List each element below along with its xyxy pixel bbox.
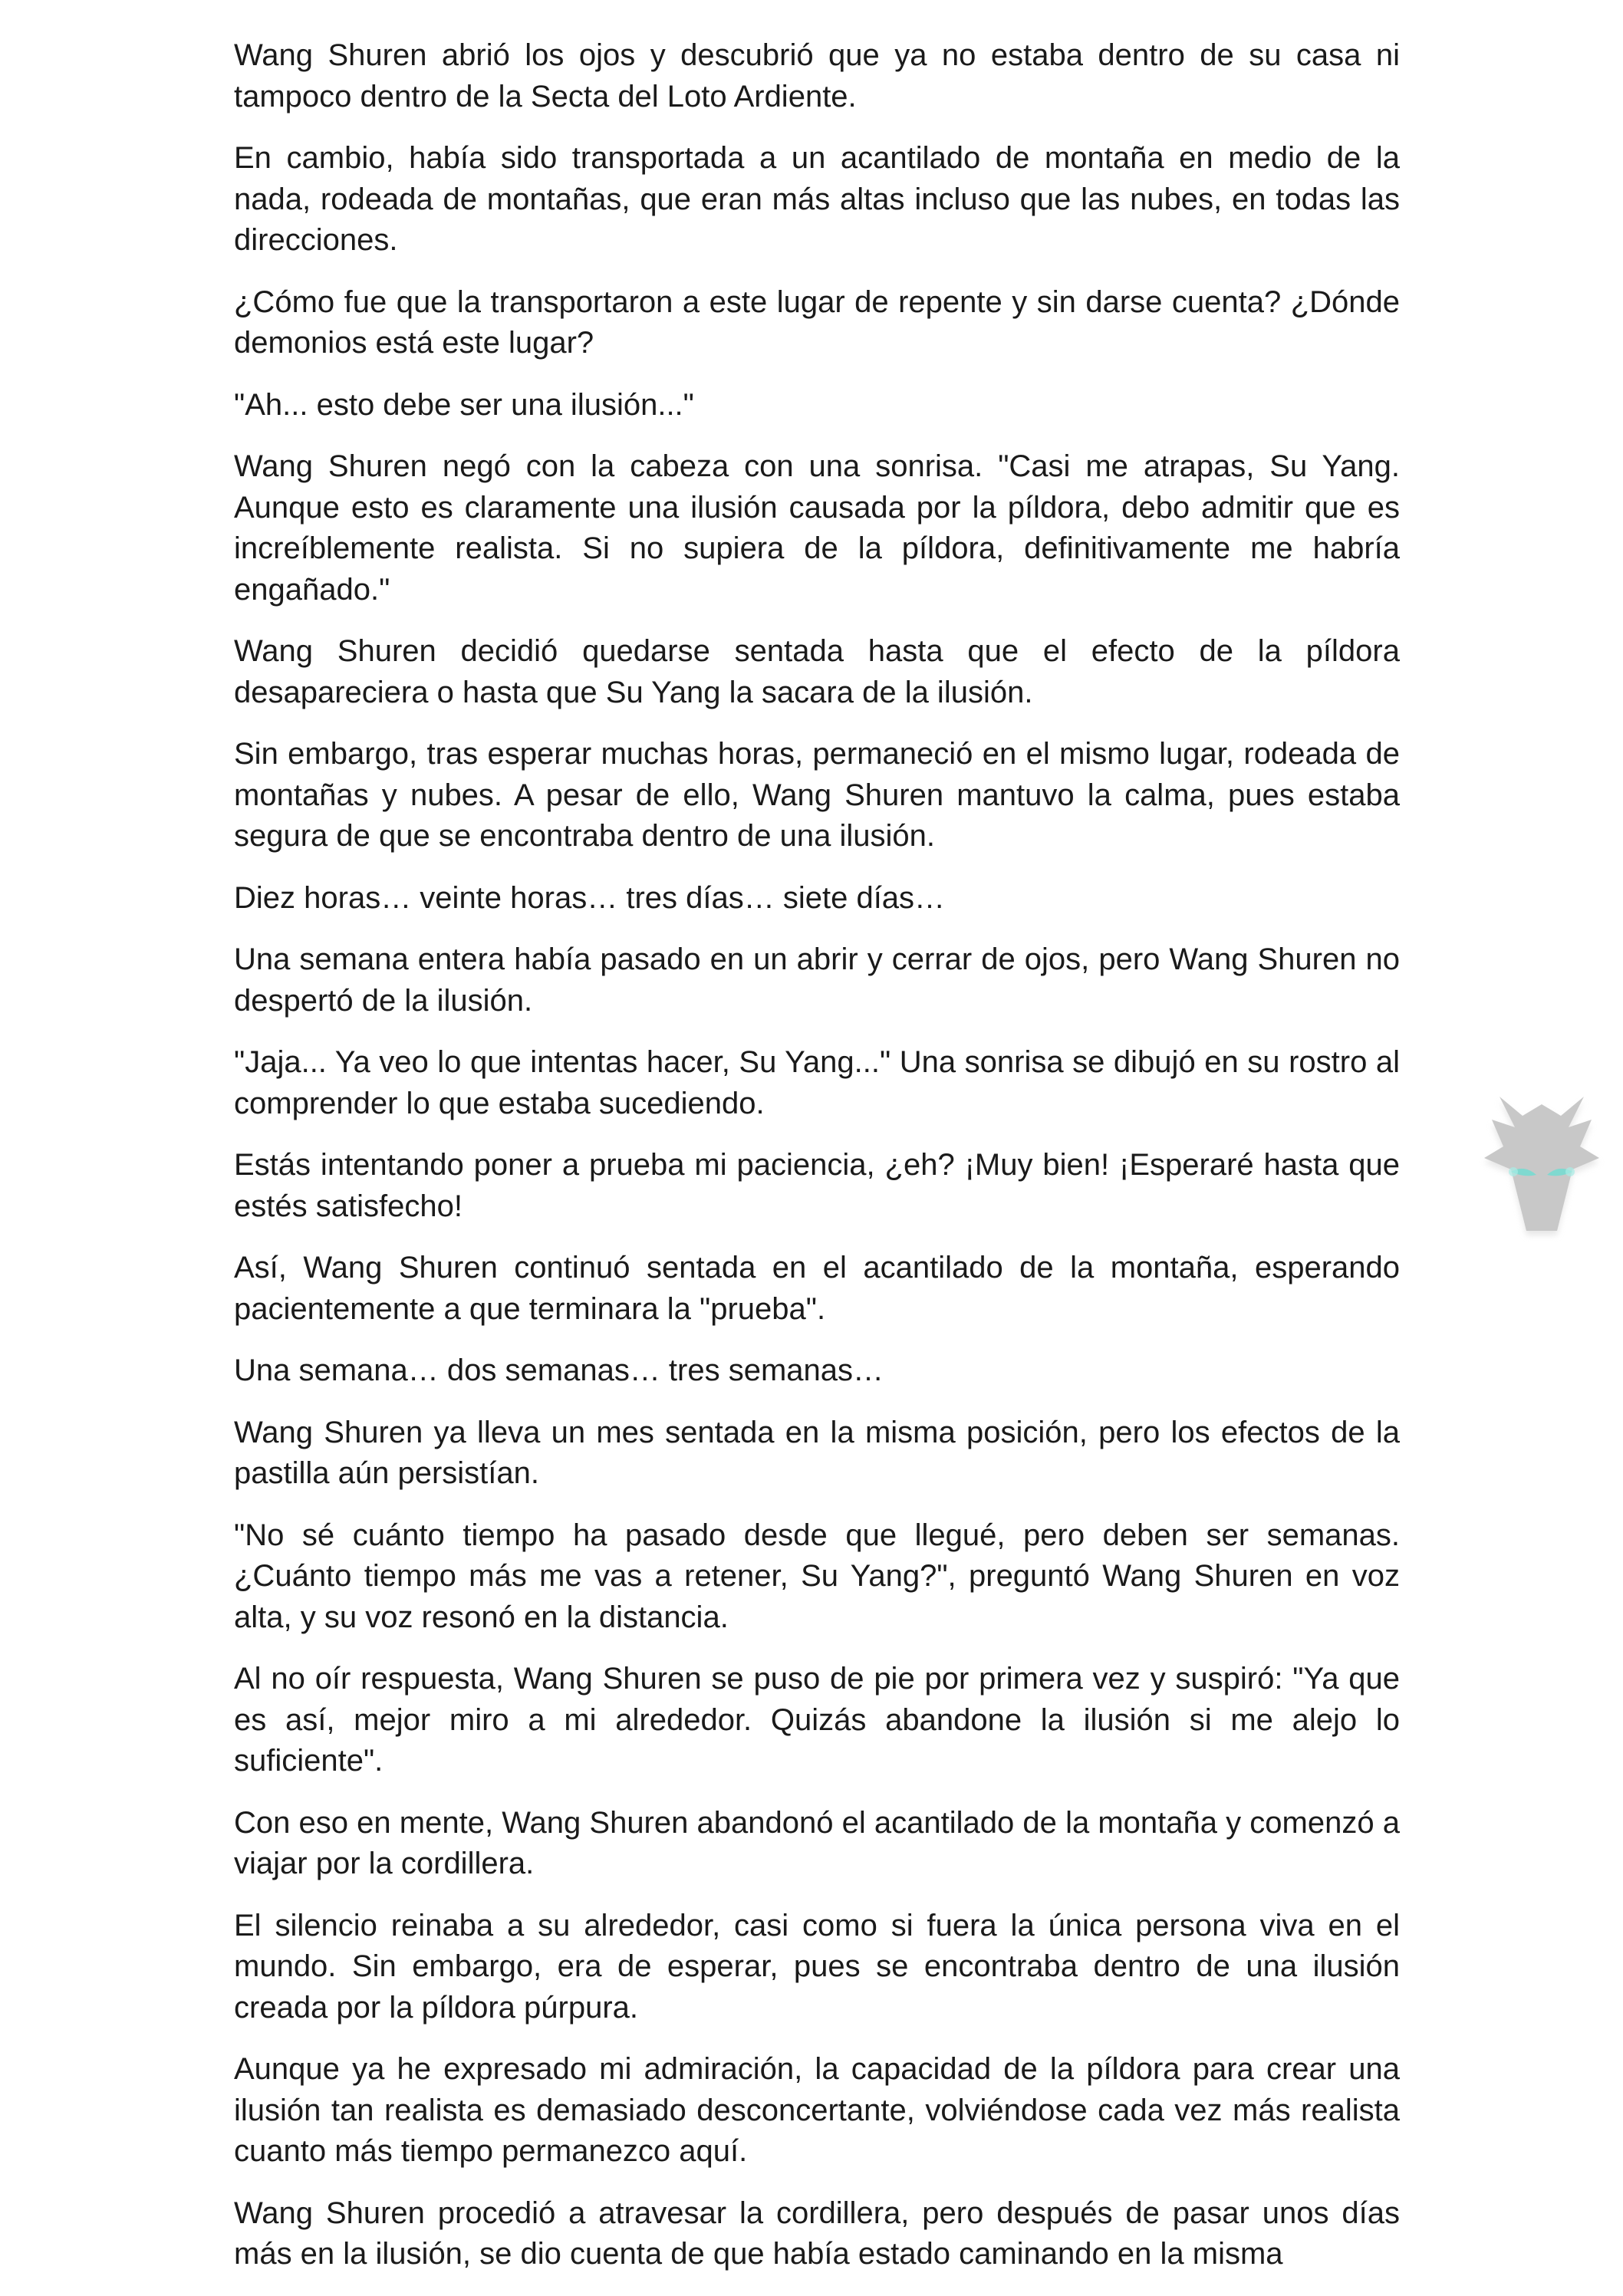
paragraph: En cambio, había sido transportada a un acantilado de montaña en medio de la nada, rodeada de montañas, que eran más altas incluso que las nubes, en todas las direcciones. bbox=[234, 141, 1400, 257]
paragraph: Estás intentando poner a prueba mi paciencia, ¿eh? ¡Muy bien! ¡Esperaré hasta que estés satisfecho! bbox=[234, 1148, 1400, 1223]
paragraph: Diez horas… veinte horas… tres días… siete días… bbox=[234, 880, 946, 915]
paragraph: "Ah... esto debe ser una ilusión..." bbox=[234, 387, 694, 422]
paragraph: Wang Shuren ya lleva un mes sentada en la misma posición, pero los efectos de la pastilla aún persistían. bbox=[234, 1415, 1400, 1490]
paragraph: Con eso en mente, Wang Shuren abandonó el acantilado de la montaña y comenzó a viajar por la cordillera. bbox=[234, 1805, 1400, 1880]
paragraph: El silencio reinaba a su alrededor, casi como si fuera la única persona viva en el mundo. Sin embargo, era de esperar, pues se encontraba dentro de una ilusión creada por la píldora púrpura. bbox=[234, 1908, 1400, 2025]
paragraph: ¿Cómo fue que la transportaron a este lugar de repente y sin darse cuenta? ¿Dónde demonios está este lugar? bbox=[234, 285, 1400, 360]
paragraph: Aunque ya he expresado mi admiración, la capacidad de la píldora para crear una ilusión tan realista es demasiado desconcertante, volviéndose cada vez más realista cuanto más tiempo permanezco aquí. bbox=[234, 2052, 1400, 2168]
paragraph: Wang Shuren decidió quedarse sentada hasta que el efecto de la píldora desapareciera o hasta que Su Yang la sacara de la ilusión. bbox=[234, 634, 1400, 709]
paragraph: Una semana… dos semanas… tres semanas… bbox=[234, 1354, 884, 1387]
paragraph: Así, Wang Shuren continuó sentada en el acantilado de la montaña, esperando pacientemente a que terminara la "prueba". bbox=[234, 1251, 1400, 1326]
paragraph: Una semana entera había pasado en un abrir y cerrar de ojos, pero Wang Shuren no despertó de la ilusión. bbox=[234, 942, 1400, 1018]
paragraph: "Jaja... Ya veo lo que intentas hacer, Su Yang..." Una sonrisa se dibujó en su rostro al comprender lo que estaba sucediendo. bbox=[234, 1045, 1400, 1120]
paragraph: "No sé cuánto tiempo ha pasado desde que llegué, pero deben ser semanas. ¿Cuánto tiempo más me vas a retener, Su Yang?", preguntó Wang Shuren en voz alta, y su voz resonó en la distancia. bbox=[234, 1518, 1400, 1634]
paragraph: Al no oír respuesta, Wang Shuren se puso de pie por primera vez y suspiró: "Ya que es así, mejor miro a mi alrededor. Quizás abandone la ilusión si me alejo lo suficiente". bbox=[234, 1662, 1400, 1778]
paragraph: Wang Shuren negó con la cabeza con una sonrisa. "Casi me atrapas, Su Yang. Aunque esto es claramente una ilusión causada por la píldora, debo admitir que es increíblemente realista. Si no supiera de la píldora, definitivamente me habría engañado." bbox=[234, 449, 1400, 607]
demon-head-icon bbox=[1469, 1074, 1615, 1242]
paragraph: Sin embargo, tras esperar muchas horas, permaneció en el mismo lugar, rodeada de montañas y nubes. A pesar de ello, Wang Shuren mantuvo la calma, pues estaba segura de que se encontraba dentro de una ilusión. bbox=[234, 737, 1400, 853]
document-body bbox=[234, 35, 1400, 2296]
paragraph: Wang Shuren abrió los ojos y descubrió que ya no estaba dentro de su casa ni tampoco dentro de la Secta del Loto Ardiente. bbox=[234, 38, 1400, 113]
paragraph: Wang Shuren procedió a atravesar la cordillera, pero después de pasar unos días más en la ilusión, se dio cuenta de que había estado caminando en la misma bbox=[234, 2196, 1400, 2271]
